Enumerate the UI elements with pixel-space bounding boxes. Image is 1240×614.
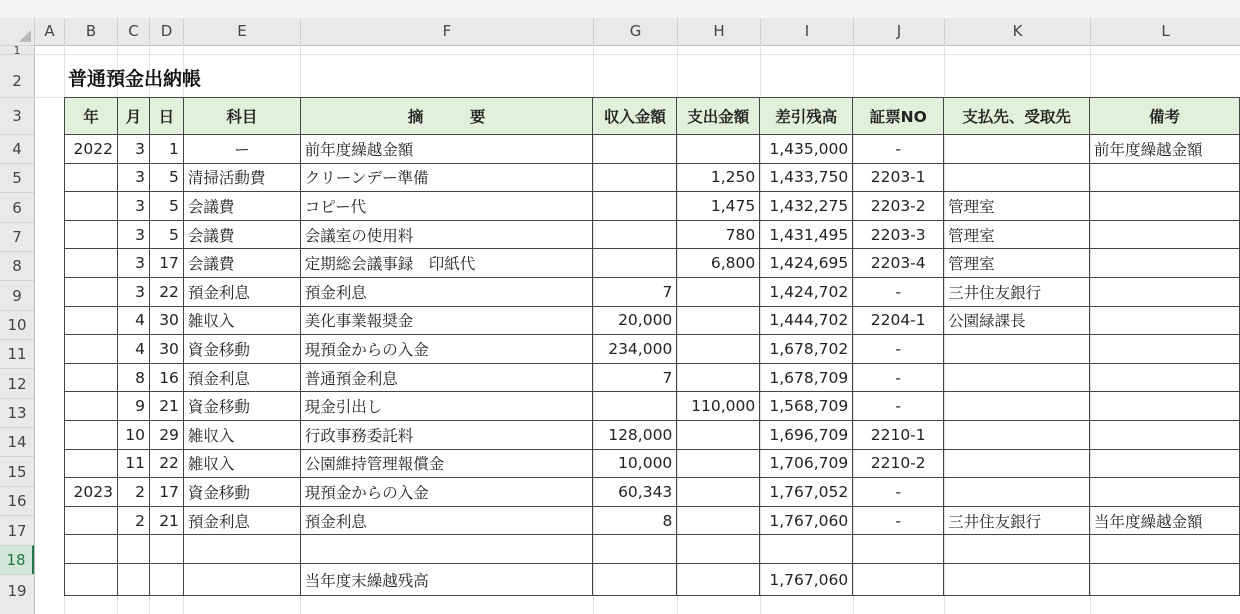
cell-description[interactable]: 当年度末繰越残高 bbox=[300, 564, 593, 596]
table-row bbox=[65, 335, 1240, 364]
table-row bbox=[65, 363, 1240, 392]
header-balance[interactable]: 差引残高 bbox=[760, 98, 853, 135]
cell-balance[interactable]: 1,767,052 bbox=[760, 478, 853, 507]
cell-payee[interactable] bbox=[944, 392, 1090, 421]
cell-day[interactable]: 5 bbox=[149, 192, 183, 221]
column-header-g[interactable]: G bbox=[593, 18, 677, 45]
cell-remarks[interactable] bbox=[1090, 449, 1240, 478]
cell-year[interactable] bbox=[65, 363, 118, 392]
row-header[interactable]: 11 bbox=[0, 339, 34, 368]
column-header-c[interactable]: C bbox=[117, 18, 149, 45]
cell-expense[interactable]: 110,000 bbox=[677, 392, 760, 421]
cell-month[interactable]: 3 bbox=[117, 192, 149, 221]
table-row bbox=[65, 220, 1240, 249]
cell-income[interactable]: 7 bbox=[593, 363, 677, 392]
column-header-f[interactable]: F bbox=[300, 18, 593, 45]
cell-payee[interactable] bbox=[944, 478, 1090, 507]
cell-account[interactable]: 預金利息 bbox=[183, 506, 300, 535]
toolbar-strip bbox=[0, 0, 1240, 18]
cell-payee[interactable]: 三井住友銀行 bbox=[944, 277, 1090, 306]
cell-remarks[interactable] bbox=[1090, 564, 1240, 596]
row-header[interactable]: 4 bbox=[0, 134, 34, 163]
cell-remarks[interactable] bbox=[1090, 220, 1240, 249]
table-row bbox=[65, 449, 1240, 478]
row-header[interactable]: 7 bbox=[0, 222, 34, 251]
cell-income[interactable]: 7 bbox=[593, 277, 677, 306]
cell-payee[interactable] bbox=[944, 135, 1090, 164]
row-header[interactable]: 17 bbox=[0, 515, 34, 545]
cell-year[interactable] bbox=[65, 335, 118, 364]
cell-year[interactable]: 2023 bbox=[65, 478, 118, 507]
cell-balance[interactable]: 1,568,709 bbox=[760, 392, 853, 421]
row-header[interactable]: 1 bbox=[0, 45, 34, 54]
cell-expense[interactable] bbox=[677, 277, 760, 306]
cell-description[interactable]: 普通預金利息 bbox=[300, 363, 593, 392]
cell-day[interactable]: 1 bbox=[149, 135, 183, 164]
cell-account[interactable]: 預金利息 bbox=[183, 277, 300, 306]
table-row bbox=[65, 249, 1240, 278]
cell-account[interactable] bbox=[183, 535, 300, 564]
cell-account[interactable]: 会議費 bbox=[183, 220, 300, 249]
cell-balance[interactable]: 1,431,495 bbox=[760, 220, 853, 249]
cell-month[interactable]: 8 bbox=[117, 363, 149, 392]
cell-balance[interactable]: 1,706,709 bbox=[760, 449, 853, 478]
cell-description[interactable]: 行政事務委託料 bbox=[300, 420, 593, 449]
header-remarks[interactable]: 備考 bbox=[1090, 98, 1240, 135]
cell-balance[interactable]: 1,432,275 bbox=[760, 192, 853, 221]
table-row bbox=[65, 306, 1240, 335]
cell-remarks[interactable] bbox=[1090, 478, 1240, 507]
cell-payee[interactable] bbox=[944, 335, 1090, 364]
cell-expense[interactable] bbox=[677, 306, 760, 335]
cell-year[interactable] bbox=[65, 192, 118, 221]
cell-year[interactable] bbox=[65, 420, 118, 449]
sheet-title: 普通預金出納帳 bbox=[68, 68, 202, 90]
cell-payee[interactable] bbox=[944, 163, 1090, 192]
cell-day[interactable]: 30 bbox=[149, 335, 183, 364]
header-income[interactable]: 収入金額 bbox=[593, 98, 677, 135]
cell-voucher-no[interactable]: - bbox=[853, 392, 944, 421]
cell-voucher-no[interactable]: - bbox=[853, 277, 944, 306]
column-header-e[interactable]: E bbox=[183, 18, 300, 45]
cell-expense[interactable]: 6,800 bbox=[677, 249, 760, 278]
table-row bbox=[65, 277, 1240, 306]
cell-income[interactable]: 128,000 bbox=[593, 420, 677, 449]
cell-remarks[interactable] bbox=[1090, 535, 1240, 564]
cell-income[interactable] bbox=[593, 192, 677, 221]
cell-year[interactable] bbox=[65, 535, 118, 564]
cell-year[interactable] bbox=[65, 163, 118, 192]
cell-description[interactable]: 現預金からの入金 bbox=[300, 335, 593, 364]
cell-expense[interactable] bbox=[677, 449, 760, 478]
cell-income[interactable]: 8 bbox=[593, 506, 677, 535]
cell-month[interactable]: 9 bbox=[117, 392, 149, 421]
cell-year[interactable] bbox=[65, 392, 118, 421]
cell-description[interactable]: 預金利息 bbox=[300, 277, 593, 306]
cell-remarks[interactable] bbox=[1090, 335, 1240, 364]
cell-description[interactable]: コピー代 bbox=[300, 192, 593, 221]
cell-month[interactable]: 3 bbox=[117, 163, 149, 192]
cell-balance[interactable]: 1,435,000 bbox=[760, 135, 853, 164]
cell-remarks[interactable] bbox=[1090, 392, 1240, 421]
cell-day[interactable]: 17 bbox=[149, 249, 183, 278]
cell-income[interactable] bbox=[593, 163, 677, 192]
cell-voucher-no[interactable]: 2203-4 bbox=[853, 249, 944, 278]
cell-expense[interactable] bbox=[677, 363, 760, 392]
cell-day[interactable] bbox=[149, 564, 183, 596]
cell-month[interactable] bbox=[117, 535, 149, 564]
cell-balance[interactable]: 1,424,695 bbox=[760, 249, 853, 278]
cell-account[interactable]: ー bbox=[183, 135, 300, 164]
cell-month[interactable]: 10 bbox=[117, 420, 149, 449]
row-header[interactable]: 9 bbox=[0, 280, 34, 310]
cell-day[interactable]: 29 bbox=[149, 420, 183, 449]
cell-voucher-no[interactable]: 2210-1 bbox=[853, 420, 944, 449]
cell-balance[interactable]: 1,433,750 bbox=[760, 163, 853, 192]
header-expense[interactable]: 支出金額 bbox=[677, 98, 760, 135]
cell-day[interactable]: 22 bbox=[149, 449, 183, 478]
cell-income[interactable] bbox=[593, 535, 677, 564]
cell-voucher-no[interactable]: - bbox=[853, 135, 944, 164]
header-month[interactable]: 月 bbox=[117, 98, 149, 135]
cell-balance[interactable]: 1,424,702 bbox=[760, 277, 853, 306]
header-description[interactable]: 摘 要 bbox=[300, 98, 593, 135]
cell-payee[interactable]: 管理室 bbox=[944, 192, 1090, 221]
cell-description[interactable]: 公園維持管理報償金 bbox=[300, 449, 593, 478]
cell-description[interactable] bbox=[300, 535, 593, 564]
cell-day[interactable] bbox=[149, 535, 183, 564]
cell-month[interactable]: 4 bbox=[117, 335, 149, 364]
cell-year[interactable] bbox=[65, 306, 118, 335]
cell-voucher-no[interactable]: 2203-1 bbox=[853, 163, 944, 192]
cell-expense[interactable]: 1,475 bbox=[677, 192, 760, 221]
cell-balance[interactable]: 1,696,709 bbox=[760, 420, 853, 449]
cell-income[interactable]: 20,000 bbox=[593, 306, 677, 335]
cell-year[interactable] bbox=[65, 449, 118, 478]
row-header-bar bbox=[0, 45, 35, 614]
cell-account[interactable]: 会議費 bbox=[183, 192, 300, 221]
cell-account[interactable]: 雑収入 bbox=[183, 306, 300, 335]
ledger-table bbox=[64, 97, 1240, 596]
row-header[interactable]: 8 bbox=[0, 251, 34, 280]
cell-account[interactable]: 雑収入 bbox=[183, 420, 300, 449]
cell-month[interactable]: 2 bbox=[117, 478, 149, 507]
cell-remarks[interactable] bbox=[1090, 249, 1240, 278]
cell-income[interactable]: 60,343 bbox=[593, 478, 677, 507]
column-header-k[interactable]: K bbox=[944, 18, 1090, 45]
cell-remarks[interactable]: 当年度繰越金額 bbox=[1090, 506, 1240, 535]
cell-income[interactable] bbox=[593, 249, 677, 278]
column-header-h[interactable]: H bbox=[677, 18, 760, 45]
column-header-b[interactable]: B bbox=[64, 18, 117, 45]
row-header[interactable]: 15 bbox=[0, 456, 34, 486]
column-header-bar bbox=[0, 18, 1240, 46]
cell-remarks[interactable] bbox=[1090, 277, 1240, 306]
cell-balance[interactable] bbox=[760, 535, 853, 564]
cell-year[interactable] bbox=[65, 564, 118, 596]
table-row bbox=[65, 192, 1240, 221]
cell-year[interactable]: 2022 bbox=[65, 135, 118, 164]
table-row bbox=[65, 564, 1240, 596]
cell-voucher-no[interactable]: 2203-2 bbox=[853, 192, 944, 221]
column-header-d[interactable]: D bbox=[149, 18, 183, 45]
row-header[interactable]: 3 bbox=[0, 97, 34, 134]
header-day[interactable]: 日 bbox=[149, 98, 183, 135]
cell-payee[interactable] bbox=[944, 363, 1090, 392]
cell-description[interactable]: 会議室の使用料 bbox=[300, 220, 593, 249]
cell-payee[interactable]: 公園緑課長 bbox=[944, 306, 1090, 335]
cell-balance[interactable]: 1,678,709 bbox=[760, 363, 853, 392]
cell-month[interactable]: 3 bbox=[117, 249, 149, 278]
cell-expense[interactable] bbox=[677, 335, 760, 364]
cell-year[interactable] bbox=[65, 506, 118, 535]
cell-voucher-no[interactable] bbox=[853, 535, 944, 564]
row-header[interactable]: 2 bbox=[0, 54, 34, 97]
header-account[interactable]: 科目 bbox=[183, 98, 300, 135]
cell-month[interactable] bbox=[117, 564, 149, 596]
cell-month[interactable]: 2 bbox=[117, 506, 149, 535]
cell-voucher-no[interactable] bbox=[853, 564, 944, 596]
header-voucher-no[interactable]: 証票NO bbox=[853, 98, 944, 135]
cell-expense[interactable] bbox=[677, 535, 760, 564]
cell-remarks[interactable] bbox=[1090, 363, 1240, 392]
row-header[interactable]: 10 bbox=[0, 310, 34, 339]
cell-remarks[interactable]: 前年度繰越金額 bbox=[1090, 135, 1240, 164]
table-header-row bbox=[65, 98, 1240, 135]
cell-description[interactable]: 美化事業報奨金 bbox=[300, 306, 593, 335]
cell-remarks[interactable] bbox=[1090, 420, 1240, 449]
cell-voucher-no[interactable]: - bbox=[853, 506, 944, 535]
cell-payee[interactable]: 管理室 bbox=[944, 220, 1090, 249]
column-header-i[interactable]: I bbox=[760, 18, 853, 45]
cell-day[interactable]: 21 bbox=[149, 506, 183, 535]
cell-voucher-no[interactable]: - bbox=[853, 478, 944, 507]
table-row bbox=[65, 478, 1240, 507]
cell-description[interactable]: 現預金からの入金 bbox=[300, 478, 593, 507]
cell-day[interactable]: 30 bbox=[149, 306, 183, 335]
cell-voucher-no[interactable]: 2204-1 bbox=[853, 306, 944, 335]
cell-month[interactable]: 3 bbox=[117, 277, 149, 306]
cell-balance[interactable]: 1,678,702 bbox=[760, 335, 853, 364]
cell-account[interactable]: 雑収入 bbox=[183, 449, 300, 478]
cell-payee[interactable] bbox=[944, 564, 1090, 596]
cell-income[interactable] bbox=[593, 220, 677, 249]
row-header[interactable]: 12 bbox=[0, 368, 34, 398]
cell-payee[interactable] bbox=[944, 420, 1090, 449]
cell-description[interactable]: 現金引出し bbox=[300, 392, 593, 421]
cell-description[interactable]: 定期総会議事録 印紙代 bbox=[300, 249, 593, 278]
column-header-j[interactable]: J bbox=[853, 18, 944, 45]
cell-day[interactable]: 17 bbox=[149, 478, 183, 507]
cell-year[interactable] bbox=[65, 220, 118, 249]
cell-description[interactable]: 預金利息 bbox=[300, 506, 593, 535]
cell-balance[interactable]: 1,767,060 bbox=[760, 506, 853, 535]
cell-month[interactable]: 3 bbox=[117, 135, 149, 164]
cell-voucher-no[interactable]: 2203-3 bbox=[853, 220, 944, 249]
column-header-a[interactable]: A bbox=[34, 18, 64, 45]
cell-expense[interactable]: 780 bbox=[677, 220, 760, 249]
header-payee[interactable]: 支払先、受取先 bbox=[944, 98, 1090, 135]
cell-day[interactable]: 16 bbox=[149, 363, 183, 392]
cell-payee[interactable] bbox=[944, 449, 1090, 478]
table-row bbox=[65, 135, 1240, 164]
row-header-selected[interactable]: 18 bbox=[0, 545, 34, 574]
select-all-corner[interactable] bbox=[0, 18, 34, 45]
cell-voucher-no[interactable]: - bbox=[853, 335, 944, 364]
cell-account[interactable]: 会議費 bbox=[183, 249, 300, 278]
cell-account[interactable]: 清掃活動費 bbox=[183, 163, 300, 192]
table-row bbox=[65, 420, 1240, 449]
cell-month[interactable]: 4 bbox=[117, 306, 149, 335]
cell-income[interactable] bbox=[593, 135, 677, 164]
row-header[interactable]: 6 bbox=[0, 192, 34, 222]
cell-payee[interactable] bbox=[944, 535, 1090, 564]
cell-description[interactable]: クリーンデー準備 bbox=[300, 163, 593, 192]
table-row bbox=[65, 506, 1240, 535]
cell-remarks[interactable] bbox=[1090, 163, 1240, 192]
cell-year[interactable] bbox=[65, 277, 118, 306]
cell-expense[interactable] bbox=[677, 564, 760, 596]
cell-payee[interactable]: 管理室 bbox=[944, 249, 1090, 278]
row-header[interactable]: 5 bbox=[0, 163, 34, 192]
row-header[interactable]: 16 bbox=[0, 486, 34, 515]
cell-income[interactable]: 234,000 bbox=[593, 335, 677, 364]
cell-expense[interactable] bbox=[677, 478, 760, 507]
row-header[interactable]: 19 bbox=[0, 574, 34, 606]
cell-expense[interactable]: 1,250 bbox=[677, 163, 760, 192]
table-row bbox=[65, 535, 1240, 564]
cell-account[interactable]: 資金移動 bbox=[183, 392, 300, 421]
cell-day[interactable]: 21 bbox=[149, 392, 183, 421]
cell-month[interactable]: 3 bbox=[117, 220, 149, 249]
cell-remarks[interactable] bbox=[1090, 192, 1240, 221]
table-row bbox=[65, 392, 1240, 421]
cell-account[interactable]: 資金移動 bbox=[183, 335, 300, 364]
cell-balance[interactable]: 1,767,060 bbox=[760, 564, 853, 596]
cell-year[interactable] bbox=[65, 249, 118, 278]
cell-expense[interactable] bbox=[677, 135, 760, 164]
cell-income[interactable] bbox=[593, 564, 677, 596]
cell-expense[interactable] bbox=[677, 506, 760, 535]
cell-account[interactable]: 資金移動 bbox=[183, 478, 300, 507]
cell-remarks[interactable] bbox=[1090, 306, 1240, 335]
header-year[interactable]: 年 bbox=[65, 98, 118, 135]
cell-account[interactable] bbox=[183, 564, 300, 596]
cell-income[interactable] bbox=[593, 392, 677, 421]
cell-voucher-no[interactable]: 2210-2 bbox=[853, 449, 944, 478]
cell-day[interactable]: 5 bbox=[149, 163, 183, 192]
row-header[interactable]: 14 bbox=[0, 427, 34, 456]
cell-month[interactable]: 11 bbox=[117, 449, 149, 478]
cell-day[interactable]: 22 bbox=[149, 277, 183, 306]
cell-day[interactable]: 5 bbox=[149, 220, 183, 249]
cell-expense[interactable] bbox=[677, 420, 760, 449]
column-header-l[interactable]: L bbox=[1090, 18, 1240, 45]
cell-balance[interactable]: 1,444,702 bbox=[760, 306, 853, 335]
cell-account[interactable]: 預金利息 bbox=[183, 363, 300, 392]
cell-description[interactable]: 前年度繰越金額 bbox=[300, 135, 593, 164]
cell-voucher-no[interactable]: - bbox=[853, 363, 944, 392]
cell-income[interactable]: 10,000 bbox=[593, 449, 677, 478]
cell-payee[interactable]: 三井住友銀行 bbox=[944, 506, 1090, 535]
row-header[interactable]: 13 bbox=[0, 398, 34, 427]
table-row bbox=[65, 163, 1240, 192]
